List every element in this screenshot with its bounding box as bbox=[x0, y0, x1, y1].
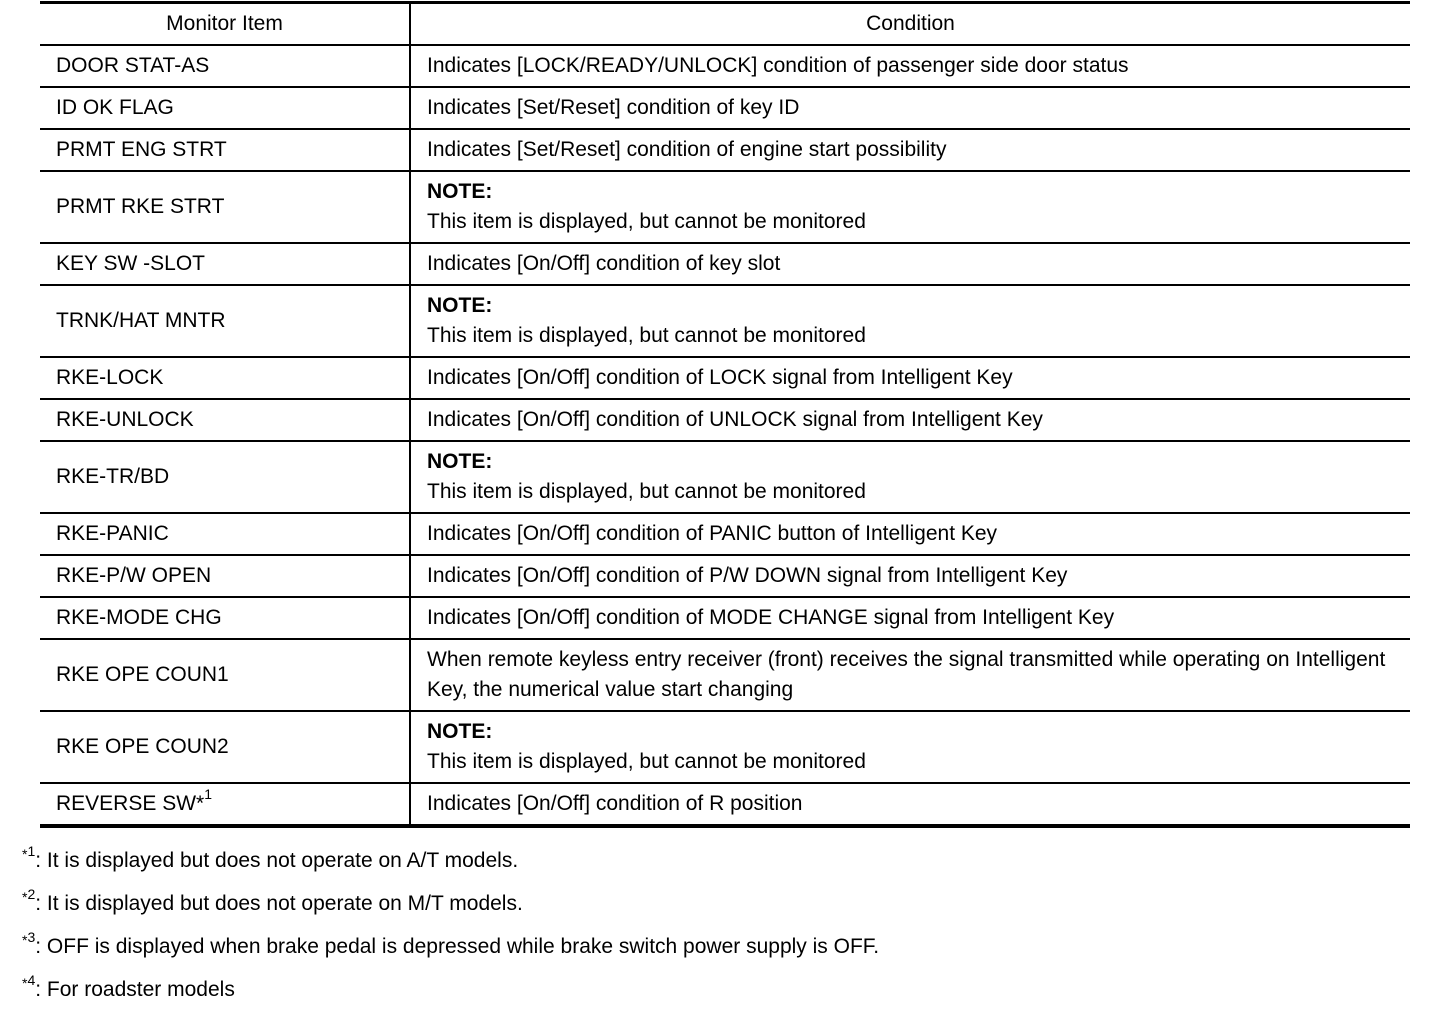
footnote-asterisk: * bbox=[22, 889, 28, 905]
note-label: NOTE: bbox=[427, 720, 493, 743]
condition-text: Indicates [On/Off] condition of P/W DOWN signal from Intelligent Key bbox=[427, 564, 1068, 587]
table-row bbox=[40, 87, 1410, 129]
monitor-item-label: ID OK FLAG bbox=[56, 96, 174, 119]
table-row bbox=[40, 597, 1410, 639]
monitor-item-label: RKE-LOCK bbox=[56, 366, 164, 389]
footnote-number: 3 bbox=[27, 929, 36, 945]
footnote-number: 4 bbox=[27, 972, 36, 988]
monitor-item-cell bbox=[40, 441, 410, 513]
footnote-reference: 1 bbox=[204, 786, 212, 802]
table-row bbox=[40, 285, 1410, 357]
table-row bbox=[40, 243, 1410, 285]
condition-cell bbox=[410, 243, 1410, 285]
footnote-text: : OFF is displayed when brake pedal is depressed while brake switch power supply is OFF. bbox=[35, 935, 880, 958]
monitor-item-cell bbox=[40, 171, 410, 243]
footnote-text: : For roadster models bbox=[35, 978, 235, 1001]
condition-cell bbox=[410, 87, 1410, 129]
condition-cell bbox=[410, 597, 1410, 639]
monitor-item-label: TRNK/HAT MNTR bbox=[56, 309, 226, 332]
monitor-item-label: RKE-UNLOCK bbox=[56, 408, 194, 431]
column-header-monitor-item: Monitor Item bbox=[40, 3, 410, 46]
monitor-item-cell bbox=[40, 711, 410, 783]
condition-cell bbox=[410, 555, 1410, 597]
condition-text: Indicates [On/Off] condition of UNLOCK signal from Intelligent Key bbox=[427, 408, 1043, 431]
monitor-item-label: PRMT RKE STRT bbox=[56, 195, 225, 218]
monitor-item-label: RKE-TR/BD bbox=[56, 465, 170, 488]
monitor-item-cell bbox=[40, 285, 410, 357]
condition-text: When remote keyless entry receiver (front) receives the signal transmitted while operating on Intelligent Key, the numerical value start changing bbox=[427, 648, 1386, 701]
monitor-item-cell bbox=[40, 357, 410, 399]
table-row bbox=[40, 783, 1410, 826]
condition-text: Indicates [On/Off] condition of LOCK signal from Intelligent Key bbox=[427, 366, 1013, 389]
condition-cell bbox=[410, 129, 1410, 171]
condition-cell bbox=[410, 711, 1410, 783]
table-row bbox=[40, 711, 1410, 783]
condition-cell bbox=[410, 399, 1410, 441]
condition-cell bbox=[410, 639, 1410, 711]
column-header-condition: Condition bbox=[410, 3, 1410, 46]
condition-cell bbox=[410, 171, 1410, 243]
condition-text: Indicates [On/Off] condition of MODE CHANGE signal from Intelligent Key bbox=[427, 606, 1115, 629]
table-row bbox=[40, 555, 1410, 597]
monitor-item-label: RKE-MODE CHG bbox=[56, 606, 222, 629]
monitor-table bbox=[40, 1, 1410, 828]
monitor-item-label: REVERSE SW* bbox=[56, 792, 205, 815]
footnote-number: 1 bbox=[27, 843, 36, 859]
condition-text: Indicates [On/Off] condition of key slot bbox=[427, 252, 781, 275]
note-label: NOTE: bbox=[427, 450, 493, 473]
footnote-asterisk: * bbox=[22, 846, 28, 862]
condition-text: Indicates [On/Off] condition of R position bbox=[427, 792, 803, 815]
monitor-item-cell bbox=[40, 597, 410, 639]
monitor-item-cell bbox=[40, 783, 410, 826]
monitor-item-cell bbox=[40, 513, 410, 555]
footnote-asterisk: * bbox=[22, 932, 28, 948]
note-text: This item is displayed, but cannot be monitored bbox=[427, 750, 866, 773]
table-header-row bbox=[40, 3, 1410, 46]
condition-cell bbox=[410, 513, 1410, 555]
footnote bbox=[22, 929, 880, 977]
condition-cell bbox=[410, 285, 1410, 357]
table-row bbox=[40, 129, 1410, 171]
monitor-item-label: DOOR STAT-AS bbox=[56, 54, 210, 77]
monitor-item-label: RKE-PANIC bbox=[56, 522, 169, 545]
monitor-item-cell bbox=[40, 639, 410, 711]
table-row bbox=[40, 399, 1410, 441]
footnote-text: : It is displayed but does not operate on A/T models. bbox=[35, 849, 519, 872]
condition-text: Indicates [LOCK/READY/UNLOCK] condition of passenger side door status bbox=[427, 54, 1129, 77]
footnote bbox=[22, 843, 879, 891]
condition-cell bbox=[410, 441, 1410, 513]
monitor-item-cell bbox=[40, 399, 410, 441]
note-label: NOTE: bbox=[427, 180, 493, 203]
monitor-item-cell bbox=[40, 555, 410, 597]
monitor-item-label: PRMT ENG STRT bbox=[56, 138, 227, 161]
condition-cell bbox=[410, 357, 1410, 399]
table-row bbox=[40, 45, 1410, 87]
table-body bbox=[40, 45, 1410, 826]
note-text: This item is displayed, but cannot be monitored bbox=[427, 210, 866, 233]
monitor-item-label: RKE OPE COUN2 bbox=[56, 735, 229, 758]
footnote-number: 2 bbox=[27, 886, 36, 902]
footnotes bbox=[22, 843, 880, 1020]
footnote-text: : It is displayed but does not operate on M/T models. bbox=[35, 892, 523, 915]
condition-cell bbox=[410, 783, 1410, 826]
monitor-item-label: RKE OPE COUN1 bbox=[56, 663, 229, 686]
note-text: This item is displayed, but cannot be monitored bbox=[427, 480, 866, 503]
condition-cell bbox=[410, 45, 1410, 87]
note-text: This item is displayed, but cannot be monitored bbox=[427, 324, 866, 347]
table-row bbox=[40, 357, 1410, 399]
note-label: NOTE: bbox=[427, 294, 493, 317]
table-row bbox=[40, 441, 1410, 513]
condition-text: Indicates [Set/Reset] condition of engine start possibility bbox=[427, 138, 947, 161]
footnote bbox=[22, 886, 879, 934]
monitor-item-label: RKE-P/W OPEN bbox=[56, 564, 212, 587]
condition-text: Indicates [Set/Reset] condition of key ID bbox=[427, 96, 800, 119]
footnote-asterisk: * bbox=[22, 975, 28, 991]
monitor-item-cell bbox=[40, 243, 410, 285]
table-row bbox=[40, 171, 1410, 243]
table-row bbox=[40, 513, 1410, 555]
monitor-item-cell bbox=[40, 129, 410, 171]
monitor-item-cell bbox=[40, 87, 410, 129]
table-row bbox=[40, 639, 1410, 711]
monitor-item-cell bbox=[40, 45, 410, 87]
condition-text: Indicates [On/Off] condition of PANIC button of Intelligent Key bbox=[427, 522, 998, 545]
monitor-item-label: KEY SW -SLOT bbox=[56, 252, 205, 275]
